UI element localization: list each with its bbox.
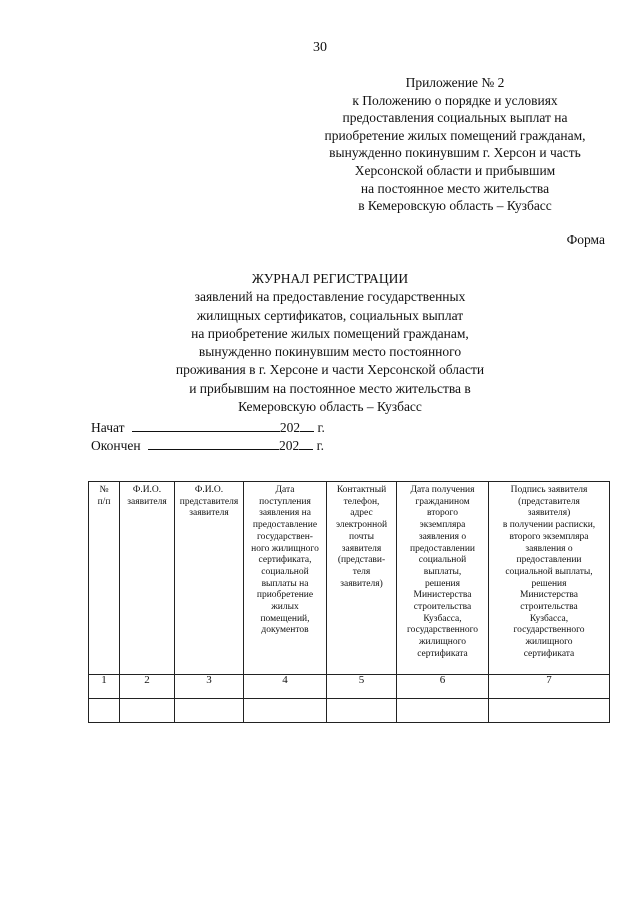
column-header-7 — [489, 482, 610, 675]
appendix-line: Херсонской области и прибывшим — [354, 162, 556, 178]
column-header-line: жилых — [271, 602, 299, 613]
column-header-line: государствен- — [257, 531, 313, 542]
column-header-line: жилищного — [525, 637, 573, 648]
column-header-line: социальной — [261, 566, 309, 577]
started-label: Начат — [91, 420, 125, 435]
journal-title — [100, 270, 560, 416]
appendix-line: на постоянное место жительства — [360, 180, 550, 196]
column-header-line: ного жилищного — [251, 543, 319, 554]
journal-title-line: ЖУРНАЛ РЕГИСТРАЦИИ — [251, 271, 409, 286]
finished-year-field[interactable] — [299, 437, 313, 450]
column-header-line: заявления на — [259, 508, 311, 519]
column-header-6 — [397, 482, 489, 675]
table-cell[interactable] — [175, 699, 244, 723]
column-header-line: решения — [531, 578, 567, 589]
appendix-line: в Кемеровскую область – Кузбасс — [358, 198, 552, 214]
started-date-row — [91, 419, 325, 437]
column-header-line: (представителя — [518, 496, 580, 507]
column-header-line: помещений, — [260, 613, 310, 624]
column-header-line: документов — [261, 625, 309, 636]
column-header-2 — [120, 482, 175, 675]
table-cell[interactable] — [327, 699, 397, 723]
column-header-line: Кузбасса, — [423, 613, 462, 624]
column-header-line: заявления о — [418, 531, 467, 542]
column-header-line: Министерства — [520, 590, 578, 601]
table-cell[interactable] — [89, 699, 120, 723]
column-header-line: социальной — [418, 555, 467, 566]
column-header-line: строительства — [413, 602, 472, 613]
table-header-row — [89, 482, 610, 675]
column-header-line: приобретение — [256, 590, 314, 601]
form-label: Форма — [566, 232, 605, 247]
registration-table — [88, 481, 610, 723]
journal-title-line: Кемеровскую область – Кузбасс — [238, 399, 422, 415]
column-header-line: строительства — [520, 602, 578, 613]
column-header-line: Подпись заявителя — [510, 485, 588, 495]
year-suffix: г. — [316, 438, 324, 453]
column-header-line: выплаты, — [423, 566, 462, 577]
table-cell[interactable] — [244, 699, 327, 723]
column-header-5 — [327, 482, 397, 675]
column-header-line: Министерства — [413, 590, 472, 601]
column-header-line: Кузбасса, — [529, 613, 569, 624]
column-header-line: электронной — [335, 520, 388, 531]
column-header-line: (представи- — [337, 555, 386, 566]
column-number-3: 3 — [175, 675, 244, 699]
year-prefix: 202 — [279, 420, 301, 435]
table-cell[interactable] — [120, 699, 175, 723]
column-number-5: 5 — [327, 675, 397, 699]
column-header-line: предоставление — [252, 520, 318, 531]
column-header-line: решения — [424, 578, 461, 589]
column-header-line: телефон, — [343, 496, 380, 507]
column-header-line: сертификата, — [258, 555, 312, 566]
column-number-4: 4 — [244, 675, 327, 699]
column-header-line: в получении расписки, — [502, 520, 596, 531]
column-number-6: 6 — [397, 675, 489, 699]
column-header-line: п/п — [97, 496, 111, 507]
column-header-line: предоставлении — [409, 543, 475, 554]
column-header-4 — [244, 482, 327, 675]
column-header-line: государственного — [513, 625, 585, 636]
column-header-line: заявителя) — [340, 578, 383, 589]
column-header-line: заявления о — [525, 543, 573, 554]
column-header-line: выплаты на — [261, 578, 309, 589]
column-header-line: заявителя — [189, 508, 229, 519]
column-header-line: представителя — [179, 496, 239, 507]
column-header-line: второго — [427, 508, 458, 519]
column-header-line: социальной выплаты, — [505, 566, 593, 577]
journal-title-line: вынужденно покинувшим место постоянного — [198, 344, 462, 360]
column-header-line: № — [99, 485, 109, 495]
column-header-line: гражданином — [415, 496, 470, 507]
column-number-row — [89, 675, 610, 699]
column-header-line: заявителя) — [527, 508, 571, 519]
column-header-line: государственного — [406, 625, 479, 636]
column-header-line: жилищного — [418, 637, 467, 648]
column-header-line: адрес — [350, 508, 373, 519]
journal-title-line: проживания в г. Херсоне и части Херсонской области — [175, 362, 485, 378]
column-header-line: экземпляра — [419, 520, 466, 531]
column-header-1 — [89, 482, 120, 675]
column-number-2: 2 — [120, 675, 175, 699]
started-year-field[interactable] — [300, 419, 314, 432]
page-number: 30 — [313, 40, 327, 55]
year-prefix: 202 — [278, 438, 300, 453]
journal-dates — [91, 419, 325, 455]
column-header-line: сертификата — [417, 648, 468, 659]
column-header-line: Дата — [275, 485, 295, 495]
table-cell[interactable] — [489, 699, 610, 723]
journal-title-line: на приобретение жилых помещений гражданам, — [191, 325, 469, 341]
appendix-line: к Положению о порядке и условиях — [352, 92, 558, 108]
column-header-line: Ф.И.О. — [132, 485, 162, 495]
appendix-line: предоставления социальных выплат на — [342, 110, 568, 126]
appendix-line: приобретение жилых помещений гражданам, — [324, 127, 586, 143]
journal-title-line: заявлений на предоставление государственных — [194, 289, 466, 305]
year-suffix: г. — [317, 420, 325, 435]
appendix-line: Приложение № 2 — [405, 75, 505, 90]
table-cell[interactable] — [397, 699, 489, 723]
appendix-line: вынужденно покинувшим г. Херсон и часть — [329, 145, 581, 161]
column-header-line: заявителя — [127, 496, 167, 507]
appendix-block — [300, 74, 610, 215]
finished-date-field[interactable] — [148, 437, 279, 450]
column-header-line: сертификата — [523, 648, 575, 659]
started-date-field[interactable] — [132, 419, 280, 432]
table-row — [89, 699, 610, 723]
column-header-line: почты — [349, 531, 374, 542]
column-header-line: Ф.И.О. — [194, 485, 224, 495]
column-header-line: предоставлении — [516, 555, 582, 566]
finished-date-row — [91, 437, 325, 455]
column-number-1: 1 — [89, 675, 120, 699]
column-header-line: поступления — [259, 496, 311, 507]
finished-label: Окончен — [91, 438, 141, 453]
column-header-3 — [175, 482, 244, 675]
column-header-line: заявителя — [341, 543, 382, 554]
column-header-line: Дата получения — [410, 485, 475, 495]
column-header-line: Контактный — [336, 485, 387, 495]
column-number-7: 7 — [489, 675, 610, 699]
column-header-line: теля — [352, 566, 371, 577]
journal-title-line: жилищных сертификатов, социальных выплат — [196, 307, 464, 323]
column-header-line: второго экземпляра — [509, 531, 589, 542]
journal-title-line: и прибывшим на постоянное место жительства в — [189, 380, 471, 396]
